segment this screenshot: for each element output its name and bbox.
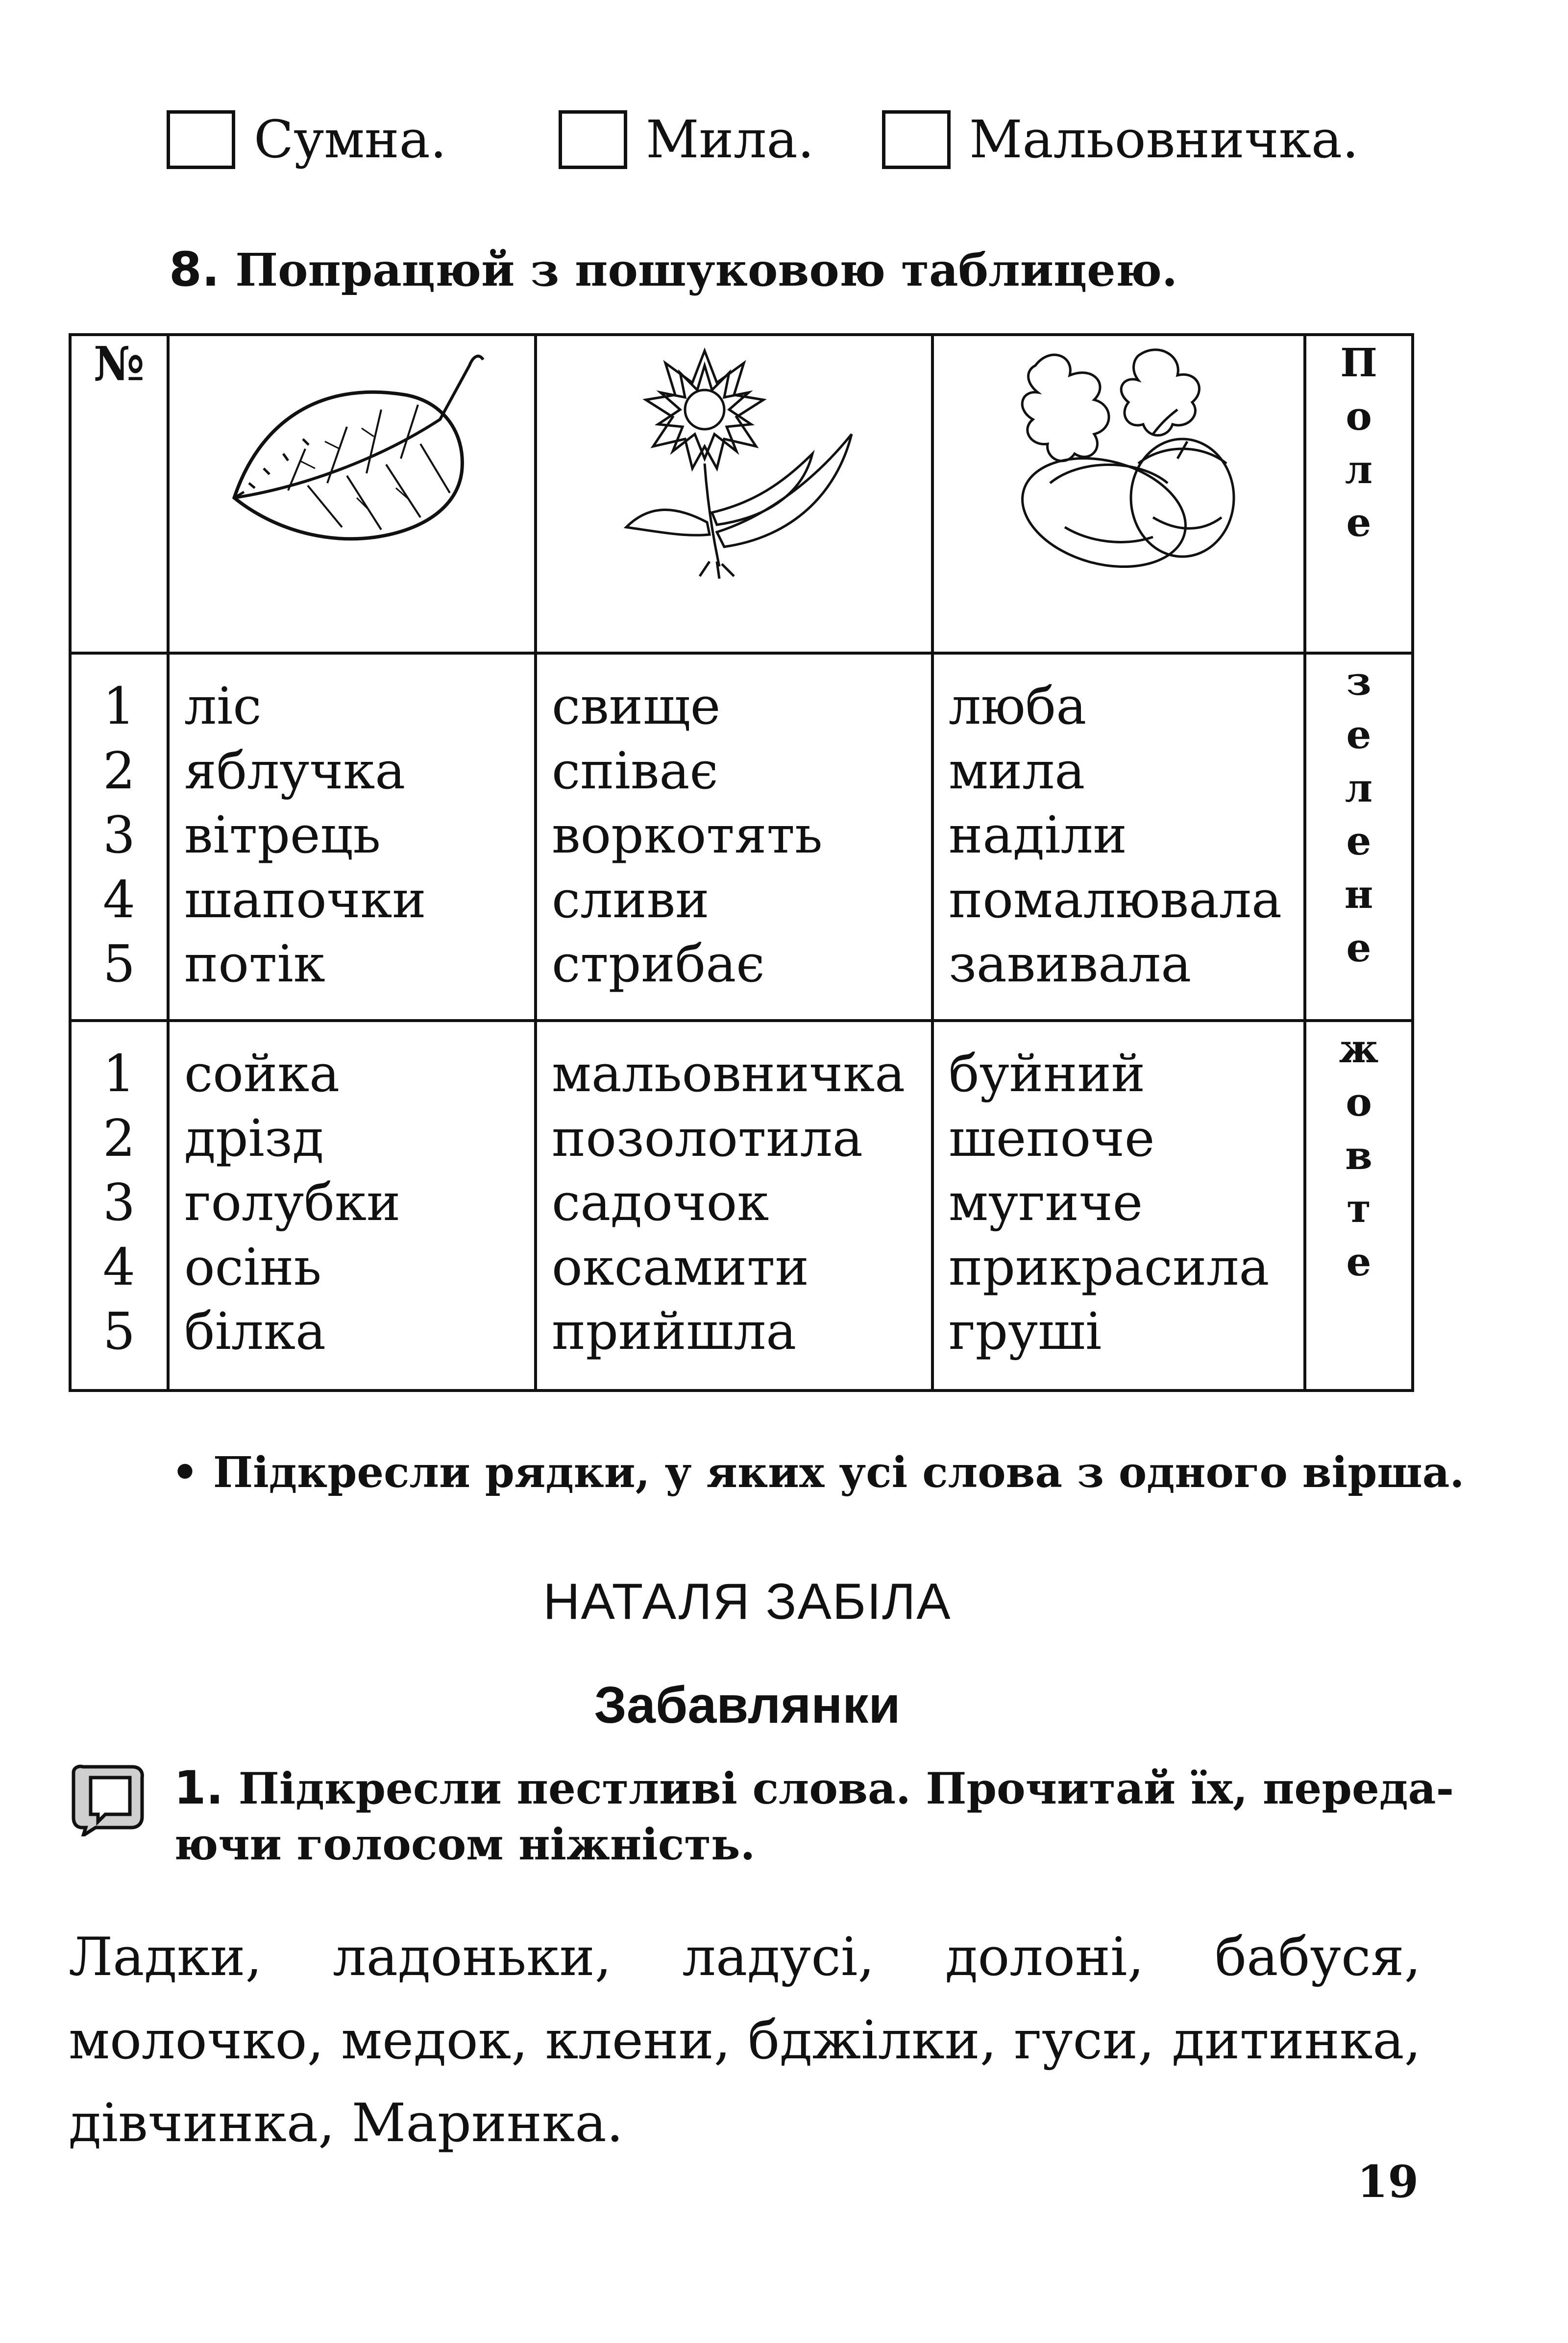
vertical-letter: е <box>1346 818 1372 864</box>
word: шапочки <box>184 869 426 929</box>
poem-title: Забавлянки <box>594 1676 901 1734</box>
vertical-letter: з <box>1346 658 1372 704</box>
words-column-1 <box>168 653 536 1021</box>
vertical-letter: л <box>1345 764 1373 811</box>
words-column-3 <box>932 1021 1305 1391</box>
choice-sad[interactable] <box>167 98 446 181</box>
vertical-letter: в <box>1345 1132 1372 1178</box>
vertical-letter: е <box>1346 499 1372 546</box>
word: мальовничка <box>552 1044 906 1103</box>
answer-choices <box>167 98 1441 181</box>
section-yellow <box>70 1021 1413 1391</box>
vertical-header-field <box>1305 335 1413 653</box>
word: шепоче <box>949 1108 1155 1168</box>
word: люба <box>949 676 1087 736</box>
header-row <box>70 335 1413 653</box>
vertical-letter: н <box>1344 871 1373 918</box>
search-table <box>69 333 1414 1392</box>
row-number: 5 <box>102 1301 136 1362</box>
word: стрибає <box>552 934 765 994</box>
number-header: № <box>70 335 168 653</box>
word: сойка <box>184 1044 340 1103</box>
vertical-letter: е <box>1346 711 1372 757</box>
task-1-line <box>174 1759 1454 1817</box>
word: оксамити <box>552 1237 809 1297</box>
reading-task-icon <box>69 1763 147 1836</box>
row-number: 3 <box>102 1172 136 1233</box>
word: білка <box>184 1301 326 1362</box>
choice-picturesque[interactable] <box>882 98 1359 181</box>
vertical-label-yellow <box>1305 1021 1413 1391</box>
vertical-letter: ж <box>1339 1025 1379 1072</box>
word: вітрець <box>184 805 381 865</box>
word: потік <box>184 934 325 994</box>
vertical-letter: е <box>1346 1239 1372 1285</box>
paragraph-line: молочко, медок, клени, бджілки, гуси, дитинка, <box>69 2009 1421 2071</box>
row-numbers <box>70 1021 168 1391</box>
underline-instruction: • Підкресли рядки, у яких усі слова з одного вірша. <box>172 1448 1465 1497</box>
word: свище <box>552 676 721 736</box>
vertical-letter: т <box>1347 1185 1371 1232</box>
checkbox[interactable] <box>882 110 951 169</box>
word: сливи <box>552 869 710 929</box>
row-number: 1 <box>102 676 136 736</box>
word: позолотила <box>552 1108 863 1168</box>
word: наділи <box>949 805 1127 865</box>
word: співає <box>552 740 718 801</box>
row-numbers <box>70 653 168 1021</box>
checkbox[interactable] <box>167 110 235 169</box>
section-green <box>70 653 1413 1021</box>
vertical-letter: П <box>1340 340 1377 386</box>
word: ліс <box>184 676 262 736</box>
task-text: Попрацюй з пошуковою таблицею. <box>235 244 1177 296</box>
vertical-letter: л <box>1345 446 1373 492</box>
word-list-paragraph <box>69 1916 1421 2165</box>
word: осінь <box>184 1237 322 1297</box>
choice-label: Мила. <box>646 109 814 170</box>
leaf-picture-cell <box>168 335 536 653</box>
word: прийшла <box>552 1301 797 1362</box>
word: воркотять <box>552 805 823 865</box>
vertical-label-green <box>1305 653 1413 1021</box>
paragraph-line: Ладки, ладоньки, ладусі, долоні, бабуся, <box>69 1927 1421 1988</box>
row-number: 2 <box>102 740 136 801</box>
word: завивала <box>949 934 1192 994</box>
oak-acorns-icon <box>991 336 1246 571</box>
task-8-heading <box>169 240 1177 299</box>
task-number: 8. <box>169 242 220 297</box>
row-number: 1 <box>102 1044 136 1103</box>
word: помалювала <box>949 869 1282 929</box>
row-number: 5 <box>102 934 136 994</box>
choice-label: Мальовничка. <box>969 109 1359 170</box>
words-column-3 <box>932 653 1305 1021</box>
checkbox[interactable] <box>559 110 627 169</box>
word: голубки <box>184 1172 401 1233</box>
word: буйний <box>949 1044 1146 1103</box>
word: яблучка <box>184 740 406 801</box>
dahlia-flower-icon <box>607 336 861 581</box>
birch-leaf-icon <box>215 336 489 557</box>
words-column-1 <box>168 1021 536 1391</box>
word: мила <box>949 740 1085 801</box>
row-number: 4 <box>102 1237 136 1297</box>
choice-label: Сумна. <box>254 109 447 170</box>
task-number: 1. <box>174 1761 224 1815</box>
task-1-line: ючи голосом ніжність. <box>174 1819 756 1870</box>
vertical-letter: о <box>1346 1078 1372 1125</box>
row-number: 3 <box>102 805 136 865</box>
choice-dear[interactable] <box>559 98 814 181</box>
author-name: НАТАЛЯ ЗАБІЛА <box>543 1573 952 1630</box>
row-number: 4 <box>102 869 136 929</box>
vertical-letter: е <box>1346 924 1372 971</box>
flower-picture-cell <box>536 335 932 653</box>
word: груші <box>949 1301 1102 1362</box>
vertical-letter: о <box>1346 392 1372 439</box>
page-number: 19 <box>1357 2156 1419 2208</box>
word: дрізд <box>184 1108 324 1168</box>
words-column-2 <box>536 1021 932 1391</box>
word: мугиче <box>949 1172 1143 1233</box>
words-column-2 <box>536 653 932 1021</box>
paragraph-line: дівчинка, Маринка. <box>69 2093 624 2154</box>
row-number: 2 <box>102 1108 136 1168</box>
acorn-picture-cell <box>932 335 1305 653</box>
task-1 <box>174 1759 1454 1872</box>
word: садочок <box>552 1172 769 1233</box>
task-text: Підкресли пестливі слова. Прочитай їх, переда- <box>238 1763 1454 1814</box>
word: прикрасила <box>949 1237 1270 1297</box>
